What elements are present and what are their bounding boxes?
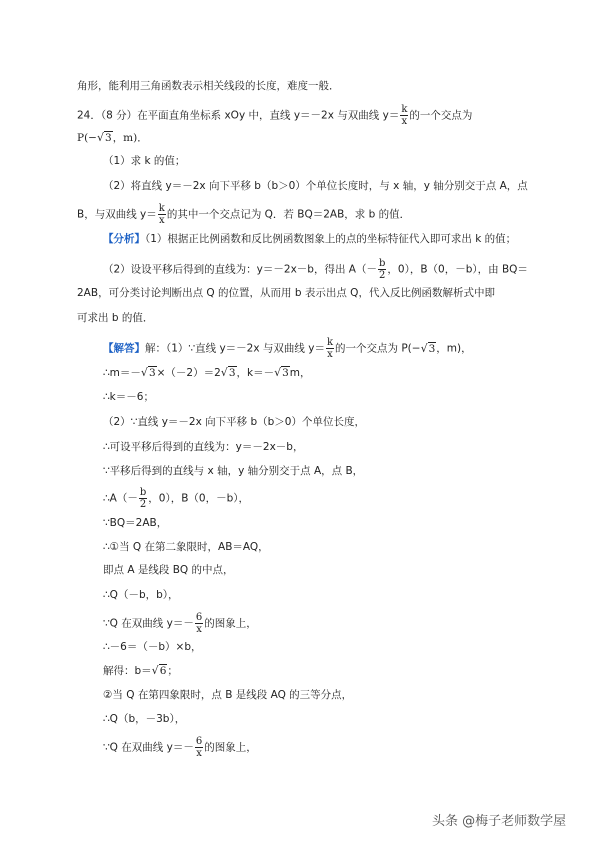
text-span: 角形，能利用三角函数表示相关线段的长度，难度一般．	[77, 80, 340, 92]
text-line	[103, 640, 202, 654]
radicand: 6	[159, 665, 167, 677]
sqrt-expression	[141, 366, 157, 380]
text-span: ，m)，	[436, 342, 472, 355]
text-line	[103, 712, 185, 726]
text-span: −	[88, 132, 97, 144]
text-span: ∵平移后得到的直线与 x 轴，y 轴分别交于点 A，点 B，	[103, 465, 364, 477]
text-line	[103, 664, 178, 678]
text-line	[103, 390, 154, 404]
text-span: ∴①当 Q 在第二象限时，AB＝AQ，	[103, 541, 269, 553]
analysis-tag: 【分析】	[103, 233, 145, 245]
text-span: 24．（8 分）在平面直角坐标系 xOy 中，直线 y＝－2x 与双曲线 y＝	[77, 109, 400, 122]
text-span: 的一个交点为	[409, 109, 473, 122]
text-span: 的图象上，	[204, 617, 257, 630]
text-line	[77, 286, 495, 300]
radicand: 3	[148, 367, 156, 379]
radicand: 3	[282, 367, 289, 379]
solution-tag: 【解答】	[103, 342, 145, 355]
text-line	[103, 588, 179, 602]
fraction-numerator: k	[158, 203, 165, 214]
text-span: −	[411, 342, 421, 355]
text-span: ∵Q 在双曲线 y＝－	[103, 741, 194, 754]
text-line	[103, 440, 303, 454]
sqrt-expression	[274, 366, 290, 380]
text-span: ∴Q（b，－3b），	[103, 713, 186, 725]
sqrt-icon: √	[220, 366, 228, 379]
text-span: （2）∵直线 y＝－2x 向下平移 b（b＞0）个单位长度，	[103, 416, 365, 428]
text-span: ；	[167, 665, 178, 677]
text-span: （2）将直线 y＝－2x 向下平移 b（b＞0）个单位长度时，与 x 轴，y 轴分别交于点 A，点	[103, 180, 528, 192]
text-span: 解：（1）∵直线 y＝－2x 与双曲线 y＝	[145, 342, 325, 355]
text-line	[103, 415, 365, 429]
fraction-numerator: b	[378, 258, 386, 269]
fraction-numerator: 6	[195, 736, 203, 747]
text-span: P(	[77, 132, 89, 144]
sqrt-expression	[421, 342, 437, 356]
text-span: m，	[289, 367, 311, 379]
text-line	[103, 688, 352, 702]
text-span: 解得：b＝	[103, 665, 152, 677]
sqrt-expression	[221, 366, 237, 380]
text-span: B，与双曲线 y＝	[77, 208, 157, 221]
text-span: ∴Q（－b，b），	[103, 589, 179, 601]
text-span: ∵BQ＝2AB，	[103, 517, 168, 529]
sqrt-icon: √	[96, 131, 104, 144]
text-span: ∴m＝－	[103, 367, 141, 379]
sqrt-expression	[152, 664, 168, 678]
text-span: ，0），B（0，－b），由 BQ＝	[387, 263, 528, 276]
fraction-k-over-x	[326, 337, 334, 360]
fraction-denominator: x	[158, 215, 165, 226]
sqrt-icon: √	[420, 341, 428, 355]
question-24-line	[77, 104, 472, 127]
fraction-k-over-x	[400, 104, 408, 127]
text-line	[103, 563, 234, 577]
text-span: 的一个交点为 P(	[335, 342, 412, 355]
text-span: 2AB，可分类讨论判断出点 Q 的位置，从而用 b 表示出点 Q，代入反比例函数解析式中即	[77, 287, 495, 299]
radicand: 3	[428, 342, 436, 355]
text-span: ∴k＝－6；	[103, 391, 154, 403]
text-span: ，k＝－	[236, 367, 275, 379]
text-line	[103, 179, 528, 193]
text-span: ，0），B（0，－b），	[148, 492, 250, 505]
text-line	[103, 540, 269, 554]
fraction-b-over-2	[378, 258, 386, 281]
text-span: ×（－2）＝2	[156, 367, 221, 379]
text-line	[77, 131, 148, 145]
fraction-denominator: x	[196, 624, 202, 635]
text-line	[103, 516, 167, 530]
text-span: ②当 Q 在第四象限时，点 B 是线段 AQ 的三等分点，	[103, 689, 353, 701]
text-line	[103, 258, 528, 281]
radicand: 3	[228, 367, 236, 379]
text-span: 的图象上，	[204, 741, 257, 754]
text-line	[77, 79, 340, 93]
analysis-line	[103, 232, 516, 246]
fraction-6-over-x	[195, 736, 203, 759]
text-line	[77, 203, 410, 226]
radicand: 3	[105, 132, 112, 144]
fraction-denominator: 2	[139, 499, 147, 510]
fraction-numerator: 6	[195, 612, 203, 623]
fraction-numerator: k	[326, 337, 334, 348]
text-span: （1）求 k 的值；	[103, 155, 186, 167]
fraction-denominator: 2	[379, 270, 386, 281]
text-line	[103, 366, 311, 380]
text-line	[103, 464, 363, 478]
fraction-numerator: b	[139, 487, 147, 498]
fraction-k-over-x	[158, 203, 166, 226]
fraction-denominator: x	[196, 748, 202, 759]
text-span: ，m)．	[112, 132, 148, 144]
watermark: 头条 @梅子老师数学屋	[432, 814, 567, 829]
text-span: ∴－6＝（－b）×b，	[103, 641, 202, 653]
fraction-denominator: x	[327, 349, 333, 360]
text-span: 的其中一个交点记为 Q．若 BQ＝2AB，求 b 的值．	[166, 208, 411, 221]
sqrt-icon: √	[151, 664, 159, 677]
sqrt-icon: √	[274, 366, 282, 379]
solution-line	[103, 337, 472, 360]
sqrt-expression	[97, 131, 113, 145]
text-span: 即点 A 是线段 BQ 的中点，	[103, 564, 234, 576]
fraction-6-over-x	[195, 612, 203, 635]
sqrt-icon: √	[140, 366, 148, 379]
text-span: ∵Q 在双曲线 y＝－	[103, 617, 194, 630]
text-span: ∴A（－	[103, 492, 138, 505]
fraction-b-over-2	[139, 487, 147, 510]
fraction-denominator: x	[401, 116, 408, 127]
text-line	[103, 154, 185, 168]
text-line	[103, 612, 257, 635]
text-line	[103, 487, 249, 510]
text-span: （1）根据正比例函数和反比例函数图象上的点的坐标特征代入即可求出 k 的值；	[145, 233, 517, 245]
fraction-numerator: k	[401, 104, 408, 115]
text-span: （2）设设平移后得到的直线为：y＝－2x－b，得出 A（－	[103, 263, 377, 276]
text-span: 可求出 b 的值．	[77, 312, 154, 324]
text-line	[103, 736, 257, 759]
text-span: ∴可设平移后得到的直线为：y＝－2x－b，	[103, 441, 304, 453]
text-line	[77, 311, 153, 325]
